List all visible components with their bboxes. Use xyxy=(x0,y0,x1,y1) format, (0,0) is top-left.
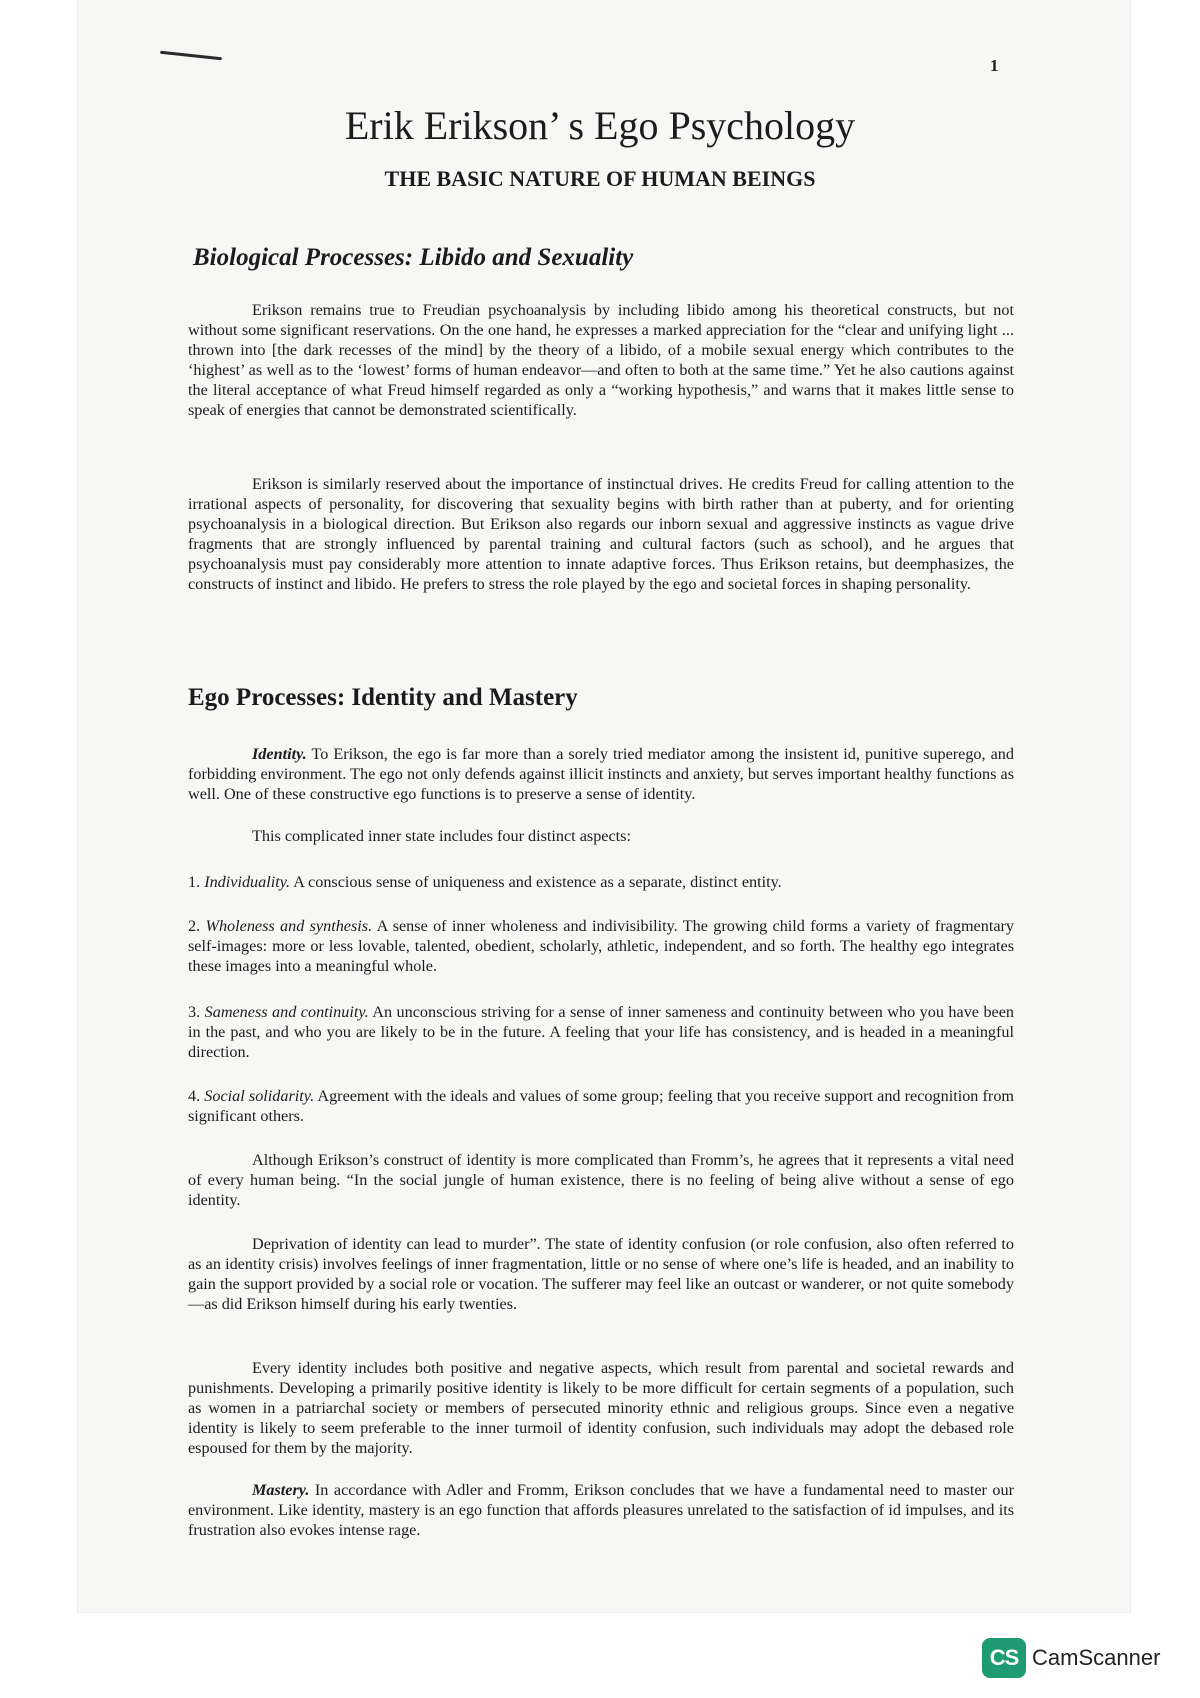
section-heading-ego-processes: Ego Processes: Identity and Mastery xyxy=(188,684,578,711)
aspect-term: Individuality. xyxy=(204,873,291,891)
list-item xyxy=(188,1086,1014,1126)
mastery-term: Mastery. xyxy=(252,1481,310,1499)
paragraph-mastery xyxy=(188,1480,1014,1540)
aspect-text: A conscious sense of uniqueness and existence as a separate, distinct entity. xyxy=(293,873,782,891)
aspect-term: Wholeness and synthesis. xyxy=(205,917,373,935)
paragraph-identity-deprivation: Deprivation of identity can lead to murder”. The state of identity confusion (or role confusion, also often referred to as an identity crisis) involves feelings of inner fragmentation, little or no sense of where one’s life is headed, and an inability to gain the support provided by a social role or vocation. The sufferer may feel like an outcast or wanderer, or not quite somebody—as did Erikson himself during his early twenties. xyxy=(188,1235,1014,1313)
aspect-number: 3. xyxy=(188,1003,201,1021)
page-number: 1 xyxy=(990,56,999,75)
mastery-text: In accordance with Adler and Fromm, Erikson concludes that we have a fundamental need to master our environment. Like identity, mastery is an ego function that affords pleasures unrelated to the satisfaction of id impulses, and its frustration also evokes intense rage. xyxy=(188,1481,1014,1539)
paragraph-identity xyxy=(188,744,1014,804)
aspect-text: An unconscious striving for a sense of inner sameness and continuity between who you have been in the past, and who you are likely to be in the future. A feeling that your life has consistency, and is headed in a meaningful direction. xyxy=(188,1003,1015,1061)
list-item xyxy=(188,1002,1014,1062)
page-title: Erik Erikson’ s Ego Psychology xyxy=(344,103,856,148)
section-heading-biological: Biological Processes: Libido and Sexuality xyxy=(193,244,634,271)
paragraph-positive-negative-identity: Every identity includes both positive and negative aspects, which result from parental and societal rewards and punishments. Developing a primarily positive identity is likely to be more difficult for certain segments of a population, such as women in a patriarchal society or members of persecuted minority ethnic and religious groups. Since even a negative identity is likely to seem preferable to the inner turmoil of identity confusion, such individuals may adopt the debased role espoused for them by the majority. xyxy=(188,1359,1014,1457)
camscanner-logo: CS xyxy=(982,1638,1026,1678)
paragraph-instinctual-drives: Erikson is similarly reserved about the importance of instinctual drives. He credits Freud for calling attention to the irrational aspects of personality, for discovering that sexuality begins with birth rather than at puberty, and for orienting psychoanalysis in a biological direction. But Erikson also regards our inborn sexual and aggressive instincts as vague drive fragments that are strongly influenced by parental training and cultural factors (such as school), and he argues that psychoanalysis must pay considerably more attention to innate adaptive forces. Thus Erikson retains, but deemphasizes, the constructs of instinct and libido. He prefers to stress the role played by the ego and societal forces in shaping personality. xyxy=(188,475,1014,593)
aspect-term: Sameness and continuity. xyxy=(204,1003,369,1021)
aspects-intro: This complicated inner state includes four distinct aspects: xyxy=(252,827,631,845)
aspect-number: 2. xyxy=(188,917,201,935)
aspect-text: Agreement with the ideals and values of some group; feeling that you receive support and recognition from significant others. xyxy=(188,1087,1015,1125)
list-item xyxy=(188,916,1014,976)
paragraph-fromm-comparison: Although Erikson’s construct of identity is more complicated than Fromm’s, he agrees that it represents a vital need of every human being. “In the social jungle of human existence, there is no feeling of being alive without a sense of ego identity. xyxy=(188,1151,1014,1209)
list-item xyxy=(188,872,1014,892)
identity-text: To Erikson, the ego is far more than a sorely tried mediator among the insistent id, punitive superego, and forbidding environment. The ego not only defends against illicit instincts and anxiety, but serves important healthy functions as well. One of these constructive ego functions is to preserve a sense of identity. xyxy=(188,745,1014,803)
identity-term: Identity. xyxy=(252,745,307,763)
aspect-number: 1. xyxy=(188,873,201,891)
paragraph-libido: Erikson remains true to Freudian psychoanalysis by including libido among his theoretical constructs, but not without some significant reservations. On the one hand, he expresses a marked appreciation for the “clear and unifying light ... thrown into [the dark recesses of the mind] by the theory of a libido, of a mobile sexual energy which contributes to the ‘highest’ as well as to the ‘lowest’ forms of human endeavor—and often to both at the same time.” Yet he also cautions against the literal acceptance of what Freud himself regarded as only a “working hypothesis,” and warns that it makes little sense to speak of energies that cannot be demonstrated scientifically. xyxy=(188,301,1014,419)
page-subtitle: THE BASIC NATURE OF HUMAN BEINGS xyxy=(384,166,816,191)
aspect-text: A sense of inner wholeness and indivisibility. The growing child forms a variety of fragmentary self-images: more or less lovable, talented, obedient, scholarly, athletic, independent, and so forth. The healthy ego integrates these images into a meaningful whole. xyxy=(188,917,1014,975)
aspect-number: 4. xyxy=(188,1087,201,1105)
camscanner-watermark: CamScanner xyxy=(1032,1645,1161,1670)
aspect-term: Social solidarity. xyxy=(204,1087,315,1105)
